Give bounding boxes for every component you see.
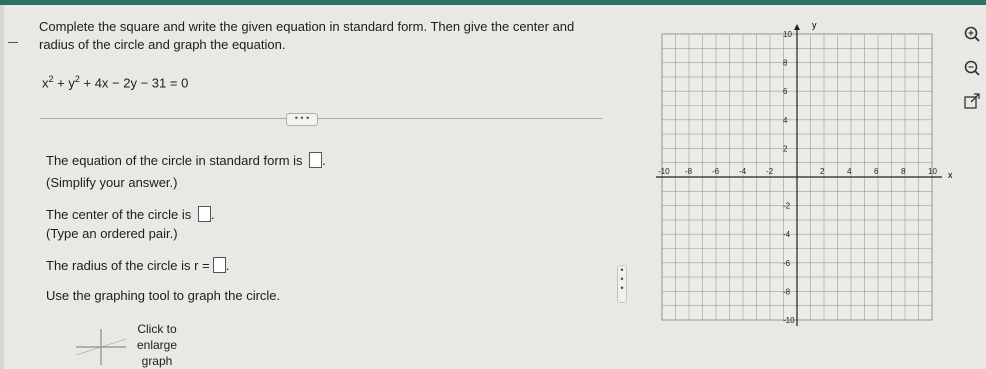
x-tick-label: -8: [685, 167, 693, 176]
radius-prefix: r =: [194, 258, 210, 273]
zoom-out-icon[interactable]: [962, 58, 982, 78]
standard-form-row: The equation of the circle in standard form is .: [46, 153, 326, 168]
left-edge: [0, 5, 4, 369]
x-tick-label: 8: [901, 167, 906, 176]
zoom-in-icon[interactable]: [962, 24, 982, 44]
x-tick-label: -10: [658, 167, 670, 176]
radius-row: The radius of the circle is r = .: [46, 258, 230, 273]
radius-input[interactable]: [213, 257, 226, 273]
x-tick-label: -2: [766, 167, 774, 176]
center-hint: (Type an ordered pair.): [46, 226, 178, 241]
pop-out-icon[interactable]: [962, 92, 982, 112]
x-tick-label: 6: [874, 167, 879, 176]
y-axis-arrow-icon: [794, 24, 800, 30]
given-equation: $x^2 + y^2 + 4x - 2y - 31 = 0$: [42, 74, 189, 91]
enlarge-line2: enlarge: [136, 338, 178, 352]
panel-resize-handle[interactable]: • • •: [617, 265, 627, 303]
x-tick-label: 10: [928, 167, 937, 176]
enlarge-line3: graph: [141, 354, 173, 368]
question-prompt: Complete the square and write the given equation in standard form. Then give the center and radius of the circle and graph the equation.: [39, 19, 575, 52]
y-tick-label: -2: [783, 201, 791, 211]
x-axis-label: x: [948, 170, 953, 180]
section-divider: [40, 118, 602, 119]
x-tick-label: -4: [739, 167, 747, 176]
y-tick-label: 10: [783, 30, 792, 39]
y-tick-label: -8: [783, 287, 791, 297]
center-input[interactable]: [198, 206, 211, 222]
standard-form-input[interactable]: [309, 152, 322, 168]
y-tick-label: -6: [783, 258, 791, 268]
more-button[interactable]: • • •: [286, 113, 318, 126]
standard-form-hint: (Simplify your answer.): [46, 175, 178, 190]
graph-thumbnail-icon: [76, 325, 126, 365]
standard-form-label: The equation of the circle in standard form is: [46, 153, 303, 168]
x-tick-label: 4: [847, 167, 852, 176]
y-tick-label: 8: [783, 58, 788, 68]
y-tick-label: 2: [783, 144, 788, 154]
y-tick-label: -4: [783, 230, 791, 240]
radius-label: The radius of the circle is: [46, 258, 191, 273]
coordinate-grid[interactable]: [652, 20, 952, 330]
y-tick-label: 6: [783, 87, 788, 97]
y-tick-label: -10: [783, 316, 795, 325]
graph-instruction: Use the graphing tool to graph the circle.: [46, 288, 281, 303]
x-tick-label: -6: [712, 167, 720, 176]
left-dash-marker: [8, 42, 18, 43]
enlarge-line1: Click to: [137, 322, 177, 336]
y-axis-label: y: [812, 20, 817, 30]
center-label: The center of the circle is: [46, 207, 192, 222]
x-tick-label: 2: [820, 167, 825, 176]
top-accent-bar: [0, 0, 986, 5]
enlarge-graph-button[interactable]: [64, 317, 194, 369]
y-tick-label: 4: [783, 115, 788, 125]
center-row: The center of the circle is .: [46, 207, 215, 222]
